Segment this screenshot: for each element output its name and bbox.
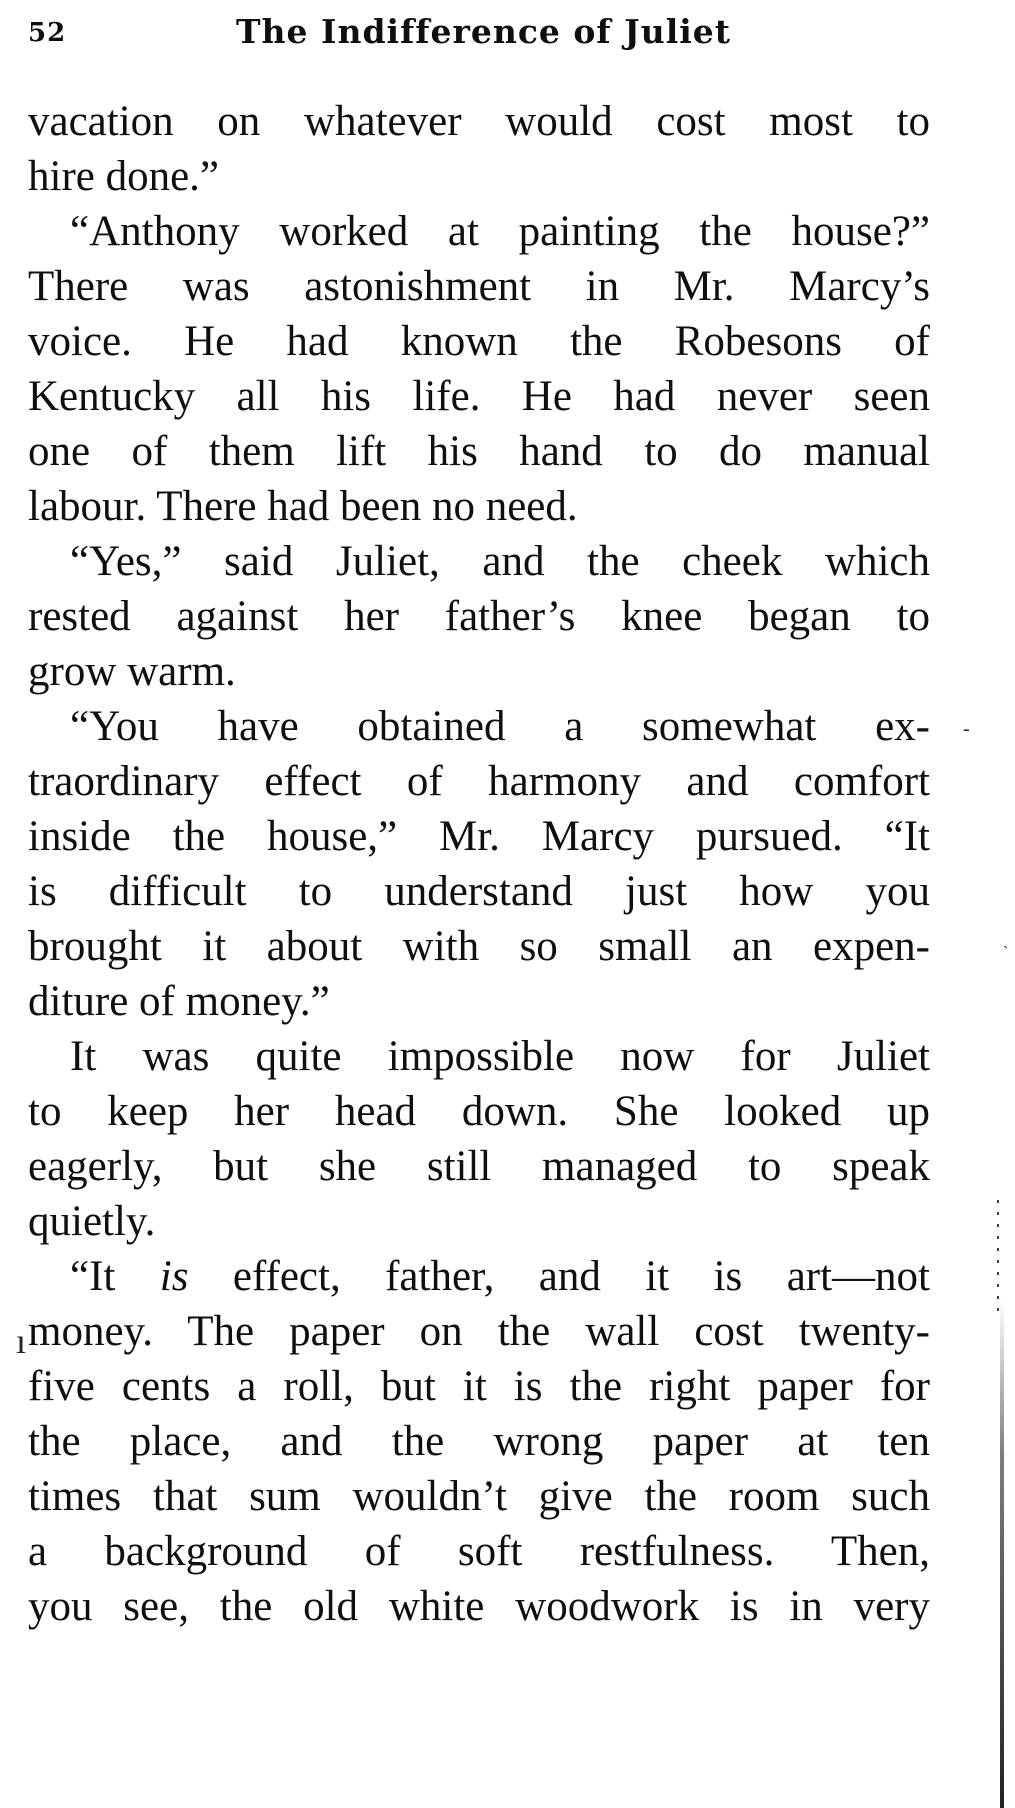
page-edge-shadow <box>1000 1300 1004 1808</box>
text-line: There was astonishment in Mr. Marcy’s <box>28 263 930 310</box>
line-rest: effect, father, and it is art—not <box>232 1253 930 1300</box>
text-line: inside the house,” Mr. Marcy pursued. “It <box>28 813 930 860</box>
page-number: 52 <box>28 18 67 48</box>
text-line: money. The paper on the wall cost twenty- <box>28 1308 930 1355</box>
running-title: The Indifference of Juliet <box>236 12 732 51</box>
text-line: the place, and the wrong paper at ten <box>28 1418 930 1465</box>
text-line: Kentucky all his life. He had never seen <box>28 373 930 420</box>
text-line-emphasis <box>28 1249 930 1304</box>
emphasized-word: is <box>159 1253 189 1300</box>
text-line: voice. He had known the Robesons of <box>28 318 930 365</box>
text-line: labour. There had been no need. <box>28 483 578 530</box>
margin-mark: ı <box>16 1321 27 1361</box>
text-line: rested against her father’s knee began to <box>28 593 930 640</box>
text-line: eagerly, but she still managed to speak <box>28 1143 930 1190</box>
text-line: is difficult to understand just how you <box>28 868 930 915</box>
text-line: diture of money.” <box>28 978 330 1025</box>
text-line: five cents a roll, but it is the right paper for <box>28 1363 930 1410</box>
text-line: you see, the old white woodwork is in very <box>28 1583 930 1630</box>
text-line: hire done.” <box>28 153 220 200</box>
text-line: “Anthony worked at painting the house?” <box>70 208 930 255</box>
text-line: times that sum wouldn’t give the room such <box>28 1473 930 1520</box>
text-line: “Yes,” said Juliet, and the cheek which <box>70 538 930 585</box>
page-header <box>28 10 948 60</box>
text-line: vacation on whatever would cost most to <box>28 98 930 145</box>
text-line: a background of soft restfulness. Then, <box>28 1528 930 1575</box>
text-line: grow warm. <box>28 648 236 695</box>
text-line: one of them lift his hand to do manual <box>28 428 930 475</box>
body-text <box>28 94 930 1634</box>
text-line: to keep her head down. She looked up <box>28 1088 930 1135</box>
text-line: quietly. <box>28 1198 156 1245</box>
page-edge-dots <box>997 1200 999 1320</box>
text-line: brought it about with so small an expen- <box>28 923 930 970</box>
margin-mark: - <box>963 718 970 740</box>
text-line: traordinary effect of harmony and comfort <box>28 758 930 805</box>
margin-mark: ˋ <box>1003 944 1009 961</box>
text-line: It was quite impossible now for Juliet <box>70 1033 930 1080</box>
text-line: “You have obtained a somewhat ex- <box>70 703 930 750</box>
line-prefix: “It <box>70 1253 160 1300</box>
